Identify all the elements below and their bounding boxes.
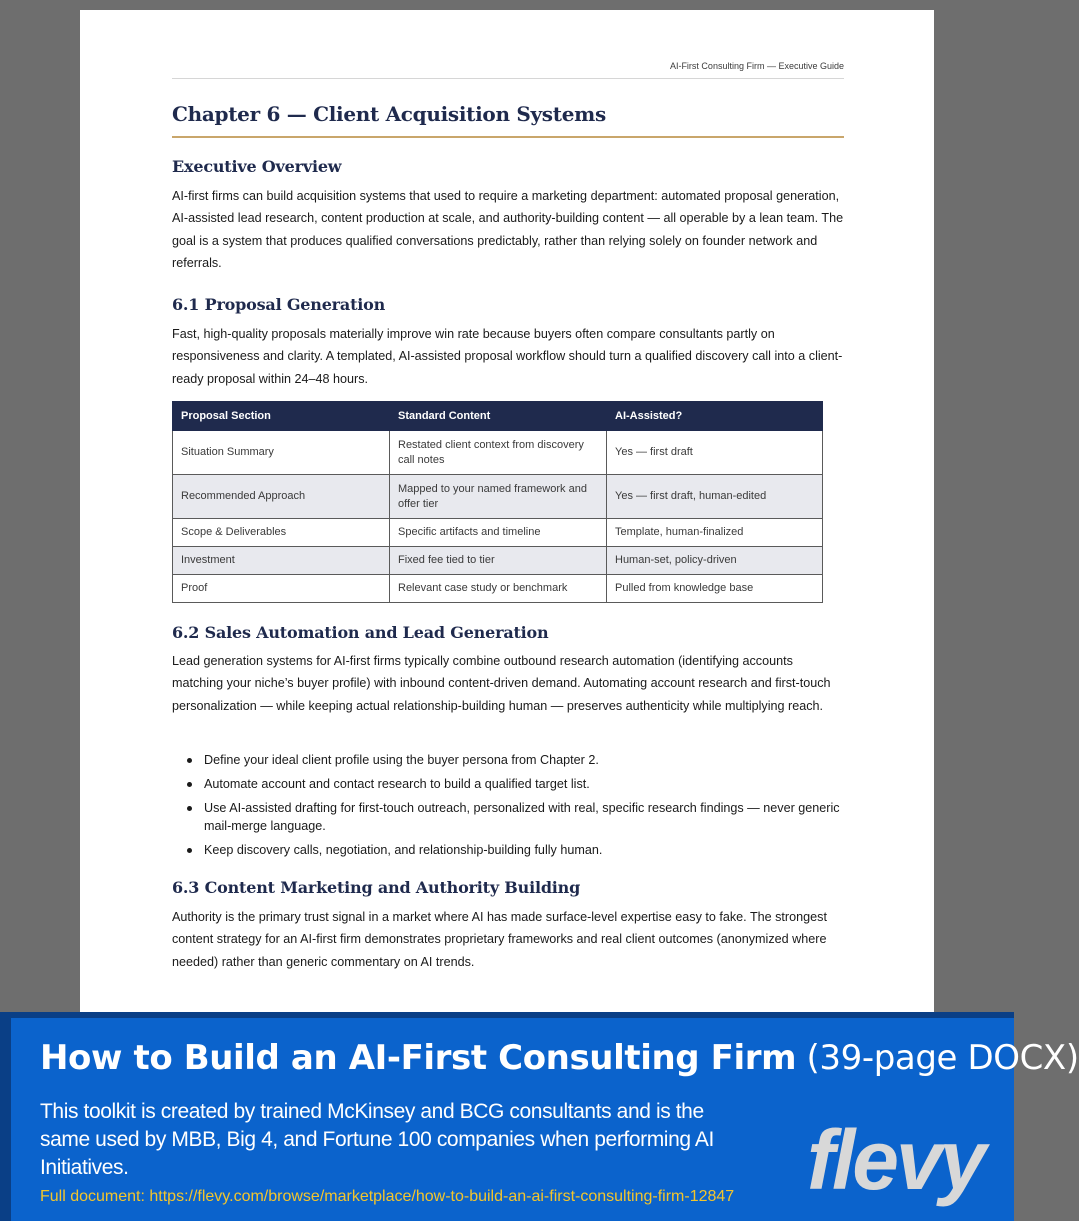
table-cell: Situation Summary xyxy=(173,431,390,475)
list-item: Use AI-assisted drafting for first-touch outreach, personalized with real, specific research findings — never generic mail-merge language. xyxy=(172,799,844,835)
table-cell: Mapped to your named framework and offer tier xyxy=(390,475,607,519)
running-header: AI-First Consulting Firm — Executive Guide xyxy=(669,61,844,71)
section-heading-overview: Executive Overview xyxy=(172,157,342,176)
table-row xyxy=(173,575,823,603)
sales-paragraph: Lead generation systems for AI-first firms typically combine outbound research automation (identifying accounts matching your niche’s buyer profile) with inbound content-driven demand. Automating account research and first-touch personalization — while keeping actual relationship-building human — preserves authenticity while multiplying reach. xyxy=(172,654,831,713)
list-item: Define your ideal client profile using the buyer persona from Chapter 2. xyxy=(172,751,844,769)
section-heading-proposal: 6.1 Proposal Generation xyxy=(172,295,386,314)
table-cell: Relevant case study or benchmark xyxy=(390,575,607,603)
banner-title xyxy=(40,1038,1079,1078)
table-cell: Scope & Deliverables xyxy=(173,519,390,547)
table-cell: Yes — first draft, human-edited xyxy=(607,475,823,519)
table-row xyxy=(173,475,823,519)
table-header-row xyxy=(173,402,823,431)
title-rule xyxy=(172,136,844,138)
promo-banner-panel xyxy=(11,1018,1079,1221)
table-cell: Proof xyxy=(173,575,390,603)
section-heading-content: 6.3 Content Marketing and Authority Building xyxy=(172,878,581,897)
proposal-table xyxy=(172,401,823,603)
list-item: Keep discovery calls, negotiation, and relationship-building fully human. xyxy=(172,841,844,859)
banner-title-main: How to Build an AI-First Consulting Firm xyxy=(40,1038,797,1078)
table-row xyxy=(173,547,823,575)
flevy-logo: flevy xyxy=(807,1113,984,1207)
table-cell: Pulled from knowledge base xyxy=(607,575,823,603)
sales-bullet-list xyxy=(172,751,844,865)
header-rule xyxy=(172,78,844,79)
table-header-cell: AI-Assisted? xyxy=(607,402,823,431)
table-header-cell: Standard Content xyxy=(390,402,607,431)
table-cell: Human-set, policy-driven xyxy=(607,547,823,575)
full-document-link[interactable]: Full document: https://flevy.com/browse/marketplace/how-to-build-an-ai-first-consulting-firm-12847 xyxy=(40,1188,735,1205)
table-cell: Specific artifacts and timeline xyxy=(390,519,607,547)
promo-banner xyxy=(0,1012,1079,1221)
overview-paragraph: AI-first firms can build acquisition systems that used to require a marketing department: automated proposal generation, AI-assisted lead research, content production at scale, and authority-building content — all operable by a lean team. The goal is a system that produces qualified conversations predictably, rather than relying solely on founder network and referrals. xyxy=(172,189,844,271)
table-cell: Template, human-finalized xyxy=(607,519,823,547)
section-heading-sales: 6.2 Sales Automation and Lead Generation xyxy=(172,623,549,642)
proposal-paragraph: Fast, high-quality proposals materially improve win rate because buyers often compare consultants partly on responsiveness and clarity. A templated, AI-assisted proposal workflow should turn a qualified discovery call into a client-ready proposal within 24–48 hours. xyxy=(172,327,843,386)
table-row xyxy=(173,519,823,547)
banner-title-suffix: (39-page DOCX) xyxy=(796,1038,1079,1078)
chapter-title: Chapter 6 — Client Acquisition Systems xyxy=(172,102,606,126)
table-row xyxy=(173,431,823,475)
table-header-cell: Proposal Section xyxy=(173,402,390,431)
table-cell: Fixed fee tied to tier xyxy=(390,547,607,575)
content-paragraph: Authority is the primary trust signal in a market where AI has made surface-level expertise easy to fake. The strongest content strategy for an AI-first firm demonstrates proprietary frameworks and real client outcomes (anonymized where needed) rather than generic commentary on AI trends. xyxy=(172,910,827,969)
table-cell: Yes — first draft xyxy=(607,431,823,475)
table-cell: Investment xyxy=(173,547,390,575)
table-cell: Recommended Approach xyxy=(173,475,390,519)
document-page xyxy=(80,10,934,1012)
table-cell: Restated client context from discovery call notes xyxy=(390,431,607,475)
banner-description: This toolkit is created by trained McKinsey and BCG consultants and is the same used by MBB, Big 4, and Fortune 100 companies when performing AI Initiatives. xyxy=(40,1100,714,1179)
list-item: Automate account and contact research to build a qualified target list. xyxy=(172,775,844,793)
